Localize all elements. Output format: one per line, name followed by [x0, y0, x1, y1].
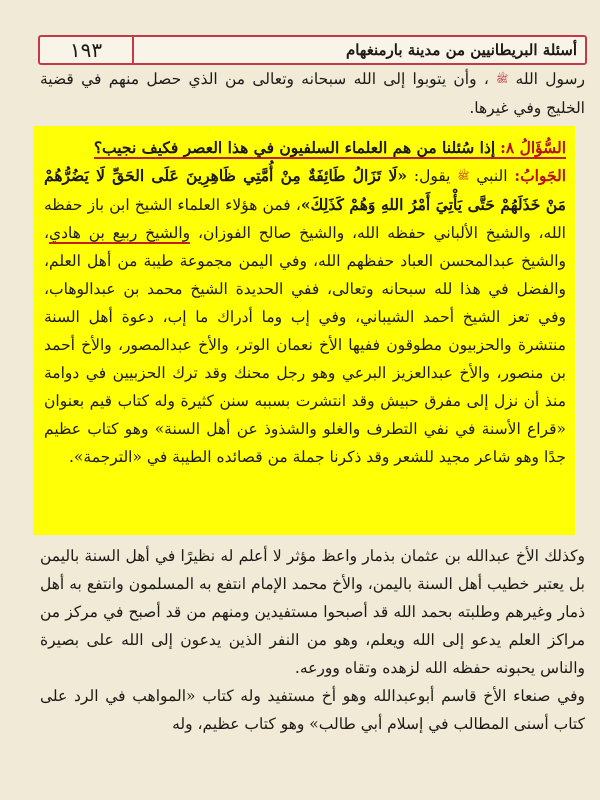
hadith-quote: «لَا تَزَالُ طَائِفَةٌ مِنْ أُمَّتِي ظَاهِرِينَ عَلَى الحَقِّ لَا يَضُرُّهُمْ مَنْ خَذَلَهُمْ حَتَّى يَأْتِيَ أَمْرُ اللهِ وَهُمْ كَذَلِكَ» [44, 166, 566, 214]
page-number: ١٩٣ [69, 38, 103, 62]
question-answer-block [44, 134, 566, 471]
answer-paragraph [44, 162, 566, 471]
answer-part1: ، فمن هؤلاء العلماء الشيخ ابن باز حفظه الله، والشيخ الألباني حفظه الله، والشيخ صالح الفوزان، [44, 196, 566, 242]
salawat-symbol: ﷺ [457, 171, 470, 182]
intro-before: رسول الله [515, 70, 585, 88]
intro-paragraph [40, 65, 585, 122]
salawat-symbol: ﷺ [496, 74, 509, 85]
running-title: أسئلة البريطانيين من مدينة بارمنغهام [345, 41, 577, 59]
answer-part2: ، والشيخ عبدالمحسن العباد حفظهم الله، وفي اليمن مجموعة طيبة من أهل العلم، والفضل في هذا لله سبحانه وتعالى، ففي الحديدة الشيخ محمد بن عبدالوهاب، وفي تعز الشيخ أحمد الشيباني، وفي إب وما أدراك ما إب، دعوة أهل السنة منتشرة والحزبيون مطوقون ففيها الأخ نعمان الوتر، والأخ عبدالمصور، والأخ أحمد بن منصور، والأخ عبدالعزيز البرعي وهو رجل محنك وقد ترك الحزبيين في دوامة منذ أن نزل إلى مفرق حبيش وقد انتشرت بسببه سنن كثيرة وله كتاب قيم بعنوان «قراع الأسنة في نفي التطرف والغلو والشذوذ عن أهل السنة» وهو كتاب عظيم جدًا وهو شاعر مجيد للشعر وقد ذكرنا جملة من قصائده الطيبة في «الترجمة». [44, 224, 566, 466]
answer-says: يقول: [413, 167, 451, 185]
question-line [44, 134, 566, 162]
paragraph-1: وكذلك الأخ عبدالله بن عثمان بذمار واعظ مؤثر لا أعلم له نظيرًا في أهل السنة باليمن بل يعتبر خطيب أهل السنة باليمن، والأخ محمد الإمام انتفع به المسلمون وانتفع به أهل ذمار وغيرهم وطلبته بحمد الله قد أصبحوا مستفيدين ومنهم من قد أصبح في مركز من مراكز العلم يدعو إلى الله ويعلم، وهو من النفر الذين يدعون إلى الله على بصيرة والناس يحبونه حفظه الله لزهده وتقاه وورعه. [40, 547, 585, 677]
header-divider [132, 37, 134, 63]
question-text: إذا سُئلنا من هم العلماء السلفيون في هذا العصر فكيف نجيب؟ [93, 138, 496, 157]
continuation-text [40, 542, 585, 738]
intro-after: ، وأن يتوبوا إلى الله سبحانه وتعالى من الذي حصل منهم في قضية الخليج وفي غيرها. [40, 70, 585, 117]
paragraph-2: وفي صنعاء الأخ قاسم أبوعبدالله وهو أخ مستفيد وله كتاب «المواهب في الرد على كتاب أسنى المطالب في إسلام أبي طالب» وهو كتاب عظيم، وله [40, 687, 585, 733]
question-label: السُّؤَالُ ٨: [500, 138, 566, 157]
question-underlined [94, 139, 566, 159]
answer-label: الجَوابُ: [514, 166, 567, 185]
answer-prefix: النبي [476, 167, 508, 185]
underlined-name: والشيخ ربيع بن هادي [49, 224, 191, 242]
page-header [38, 35, 587, 65]
